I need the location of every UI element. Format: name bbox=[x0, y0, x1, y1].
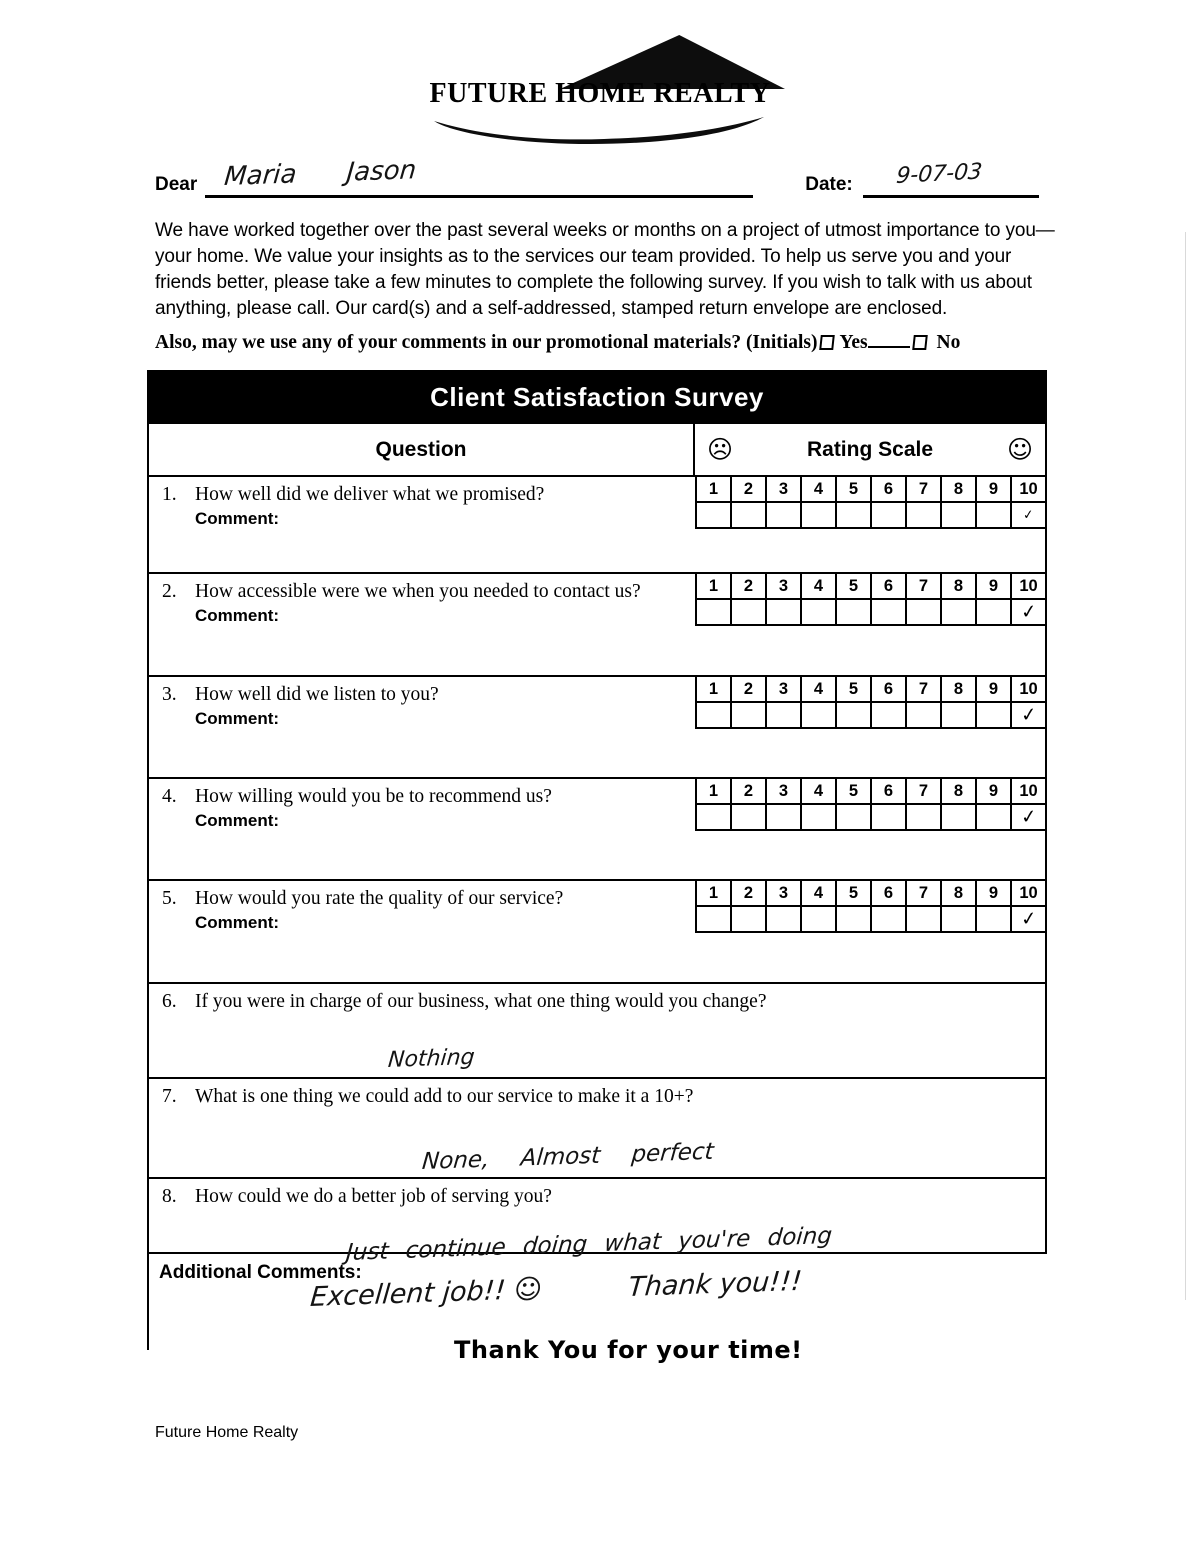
scale-number: 2 bbox=[732, 677, 765, 701]
permission-question: Also, may we use any of your comments in our promotional materials? (Initials) bbox=[155, 332, 818, 353]
rating-cell[interactable] bbox=[802, 503, 835, 527]
handwritten-comment-right: Thank you!!! bbox=[627, 1265, 804, 1303]
question-text: How well did we listen to you? bbox=[195, 684, 439, 705]
date-label: Date: bbox=[805, 174, 853, 195]
rating-column-header bbox=[695, 424, 1045, 475]
scale-number: 5 bbox=[837, 677, 870, 701]
comment-label: Comment: bbox=[195, 606, 280, 625]
survey-row-q8 bbox=[147, 1179, 1047, 1266]
scale-number: 3 bbox=[767, 779, 800, 803]
handwritten-date: 9-07-03 bbox=[894, 159, 984, 189]
rating-cell[interactable] bbox=[697, 805, 730, 829]
question-text: How well did we deliver what we promised? bbox=[195, 484, 545, 505]
no-checkbox[interactable] bbox=[912, 335, 928, 350]
permission-line bbox=[155, 332, 1075, 354]
rating-cell-selected[interactable] bbox=[1012, 503, 1045, 527]
rating-cell[interactable] bbox=[872, 503, 905, 527]
scale-number: 7 bbox=[907, 574, 940, 598]
rating-cell[interactable] bbox=[872, 907, 905, 931]
logo-swoosh-icon bbox=[432, 114, 768, 144]
page-footer: Future Home Realty bbox=[155, 1424, 299, 1441]
scale-number: 3 bbox=[767, 477, 800, 501]
rating-cell[interactable] bbox=[942, 600, 975, 624]
rating-cell[interactable] bbox=[942, 703, 975, 727]
salutation-row bbox=[155, 155, 1050, 198]
handwritten-name: Maria Jason bbox=[223, 155, 418, 192]
scale-number: 8 bbox=[942, 779, 975, 803]
yes-label: Yes bbox=[839, 332, 868, 353]
scale-number: 10 bbox=[1012, 477, 1045, 501]
rating-scale-label: Rating Scale bbox=[806, 437, 934, 461]
rating-cell[interactable] bbox=[942, 907, 975, 931]
no-label: No bbox=[936, 332, 961, 353]
rating-cell[interactable] bbox=[767, 703, 800, 727]
scale-number: 1 bbox=[697, 881, 730, 905]
rating-cell[interactable] bbox=[697, 703, 730, 727]
rating-cell[interactable] bbox=[872, 805, 905, 829]
comment-label: Comment: bbox=[195, 811, 280, 830]
scale-number: 2 bbox=[732, 881, 765, 905]
question-text: How would you rate the quality of our service? bbox=[195, 888, 564, 909]
rating-cell[interactable] bbox=[977, 907, 1010, 931]
question-text: How could we do a better job of serving you? bbox=[195, 1186, 552, 1207]
sad-face-icon: ☹ bbox=[707, 435, 734, 464]
rating-cell[interactable] bbox=[837, 503, 870, 527]
question-number: 6. bbox=[162, 991, 177, 1012]
scale-number: 2 bbox=[732, 779, 765, 803]
scale-number: 3 bbox=[767, 677, 800, 701]
intro-paragraph: We have worked together over the past several weeks or months on a project of utmost importance to you—your home. We value your insights as to the services our team provided. To help us serve you and your friends better, please take a few minutes to complete the following survey. If you wish to talk with us about anything, please call. Our card(s) and a self-addressed, stamped return envelope are enclosed. bbox=[155, 220, 1055, 320]
scale-number: 5 bbox=[837, 574, 870, 598]
rating-cell-selected[interactable] bbox=[1012, 600, 1045, 624]
additional-comments-row bbox=[147, 1254, 1047, 1364]
scale-number: 7 bbox=[907, 677, 940, 701]
rating-cell[interactable] bbox=[977, 703, 1010, 727]
rating-cell[interactable] bbox=[732, 907, 765, 931]
scale-number: 2 bbox=[732, 574, 765, 598]
rating-cell[interactable] bbox=[872, 703, 905, 727]
check-mark-icon: ✓ bbox=[1019, 907, 1038, 931]
survey-row-q5 bbox=[147, 881, 1047, 984]
question-number: 7. bbox=[162, 1086, 177, 1107]
rating-cell[interactable] bbox=[907, 805, 940, 829]
scale-number: 5 bbox=[837, 881, 870, 905]
rating-grid-q4 bbox=[695, 777, 1047, 831]
question-text: What is one thing we could add to our service to make it a 10+? bbox=[195, 1086, 694, 1107]
survey-row-q2 bbox=[147, 574, 1047, 677]
comment-label: Comment: bbox=[195, 913, 280, 932]
scale-number: 5 bbox=[837, 779, 870, 803]
scale-number: 10 bbox=[1012, 779, 1045, 803]
question-number: 2. bbox=[162, 581, 177, 602]
scale-number: 7 bbox=[907, 881, 940, 905]
scale-number: 1 bbox=[697, 779, 730, 803]
scale-number: 8 bbox=[942, 574, 975, 598]
rating-cell[interactable] bbox=[697, 907, 730, 931]
happy-face-icon: ☺ bbox=[1006, 435, 1033, 464]
survey-row-q1 bbox=[147, 477, 1047, 574]
rating-cell[interactable] bbox=[767, 907, 800, 931]
scale-number: 6 bbox=[872, 477, 905, 501]
scale-number: 10 bbox=[1012, 574, 1045, 598]
rating-cell[interactable] bbox=[907, 703, 940, 727]
question-number: 8. bbox=[162, 1186, 177, 1207]
rating-cell[interactable] bbox=[837, 703, 870, 727]
rating-grid-q5 bbox=[695, 879, 1047, 933]
name-field[interactable] bbox=[205, 155, 753, 198]
scale-number: 9 bbox=[977, 574, 1010, 598]
scale-number: 5 bbox=[837, 477, 870, 501]
scale-number: 4 bbox=[802, 677, 835, 701]
additional-comments-label: Additional Comments: bbox=[159, 1262, 362, 1283]
handwritten-answer-q8: Just continue doing what you're doing bbox=[345, 1222, 834, 1266]
check-mark-icon: ✓ bbox=[1019, 703, 1038, 727]
rating-cell[interactable] bbox=[697, 600, 730, 624]
survey-row-q3 bbox=[147, 677, 1047, 779]
scale-number: 6 bbox=[872, 677, 905, 701]
comment-label: Comment: bbox=[195, 709, 280, 728]
scale-number: 9 bbox=[977, 881, 1010, 905]
survey-row-q7 bbox=[147, 1079, 1047, 1179]
survey-column-headers bbox=[147, 424, 1047, 477]
scale-number: 8 bbox=[942, 881, 975, 905]
rating-cell[interactable] bbox=[872, 600, 905, 624]
question-text: How accessible were we when you needed to contact us? bbox=[195, 581, 641, 602]
rating-cell[interactable] bbox=[977, 600, 1010, 624]
question-number: 1. bbox=[162, 484, 177, 505]
scale-number: 10 bbox=[1012, 677, 1045, 701]
scale-number: 2 bbox=[732, 477, 765, 501]
scale-number: 8 bbox=[942, 477, 975, 501]
rating-cell[interactable] bbox=[837, 600, 870, 624]
rating-cell[interactable] bbox=[907, 600, 940, 624]
rating-grid-q3 bbox=[695, 675, 1047, 729]
rating-cell[interactable] bbox=[732, 805, 765, 829]
scale-number: 6 bbox=[872, 779, 905, 803]
rating-cell[interactable] bbox=[767, 600, 800, 624]
rating-cell-selected[interactable] bbox=[1012, 805, 1045, 829]
check-mark-icon: ✓ bbox=[1019, 805, 1038, 829]
rating-cell-selected[interactable] bbox=[1012, 703, 1045, 727]
rating-cell[interactable] bbox=[802, 805, 835, 829]
scale-number: 8 bbox=[942, 677, 975, 701]
rating-cell[interactable] bbox=[907, 907, 940, 931]
comment-label: Comment: bbox=[195, 509, 280, 528]
scale-number: 3 bbox=[767, 881, 800, 905]
rating-cell[interactable] bbox=[837, 907, 870, 931]
question-number: 5. bbox=[162, 888, 177, 909]
rating-cell[interactable] bbox=[802, 600, 835, 624]
handwritten-comment-left: Excellent job!! ☺ bbox=[309, 1273, 544, 1313]
rating-cell[interactable] bbox=[767, 503, 800, 527]
question-text: If you were in charge of our business, what one thing would you change? bbox=[195, 991, 767, 1012]
scan-artifact-line bbox=[1185, 232, 1186, 1300]
rating-cell[interactable] bbox=[977, 503, 1010, 527]
scale-number: 4 bbox=[802, 574, 835, 598]
rating-cell[interactable] bbox=[907, 503, 940, 527]
question-number: 4. bbox=[162, 786, 177, 807]
survey-row-q4 bbox=[147, 779, 1047, 881]
scale-number: 9 bbox=[977, 779, 1010, 803]
question-text: How willing would you be to recommend us? bbox=[195, 786, 552, 807]
rating-grid-q2 bbox=[695, 572, 1047, 626]
scale-number: 4 bbox=[802, 477, 835, 501]
logo-text: FUTURE HOME REALTY bbox=[429, 78, 771, 109]
rating-grid-q1 bbox=[695, 475, 1047, 529]
scale-number: 1 bbox=[697, 574, 730, 598]
scale-number: 6 bbox=[872, 574, 905, 598]
rating-cell[interactable] bbox=[977, 805, 1010, 829]
initials-line[interactable] bbox=[868, 334, 910, 348]
scale-number: 7 bbox=[907, 779, 940, 803]
scale-number: 10 bbox=[1012, 881, 1045, 905]
rating-cell[interactable] bbox=[802, 703, 835, 727]
survey-title: Client Satisfaction Survey bbox=[147, 370, 1047, 424]
rating-cell[interactable] bbox=[732, 600, 765, 624]
scale-number: 1 bbox=[697, 477, 730, 501]
handwritten-answer-q7: None, Almost perfect bbox=[421, 1138, 715, 1175]
rating-cell[interactable] bbox=[732, 703, 765, 727]
check-mark-icon: ✓ bbox=[1022, 506, 1035, 524]
scale-number: 6 bbox=[872, 881, 905, 905]
rating-cell-selected[interactable] bbox=[1012, 907, 1045, 931]
rating-cell[interactable] bbox=[942, 805, 975, 829]
scale-number: 4 bbox=[802, 881, 835, 905]
rating-cell[interactable] bbox=[802, 907, 835, 931]
rating-cell[interactable] bbox=[697, 503, 730, 527]
scale-number: 1 bbox=[697, 677, 730, 701]
client-satisfaction-survey-table bbox=[147, 370, 1047, 1364]
rating-cell[interactable] bbox=[732, 503, 765, 527]
rating-cell[interactable] bbox=[942, 503, 975, 527]
scale-number: 7 bbox=[907, 477, 940, 501]
rating-cell[interactable] bbox=[767, 805, 800, 829]
scale-number: 9 bbox=[977, 677, 1010, 701]
rating-cell[interactable] bbox=[837, 805, 870, 829]
handwritten-answer-q6: Nothing bbox=[387, 1044, 476, 1073]
scale-number: 3 bbox=[767, 574, 800, 598]
yes-checkbox[interactable] bbox=[820, 335, 836, 350]
survey-row-q6 bbox=[147, 984, 1047, 1079]
company-logo bbox=[420, 30, 780, 130]
thank-you-note: Thank You for your time! bbox=[454, 1336, 803, 1364]
question-column-header: Question bbox=[149, 424, 695, 475]
date-field[interactable] bbox=[863, 159, 1039, 198]
check-mark-icon: ✓ bbox=[1019, 600, 1038, 624]
scale-number: 4 bbox=[802, 779, 835, 803]
dear-label: Dear bbox=[155, 174, 198, 195]
question-number: 3. bbox=[162, 684, 177, 705]
scale-number: 9 bbox=[977, 477, 1010, 501]
